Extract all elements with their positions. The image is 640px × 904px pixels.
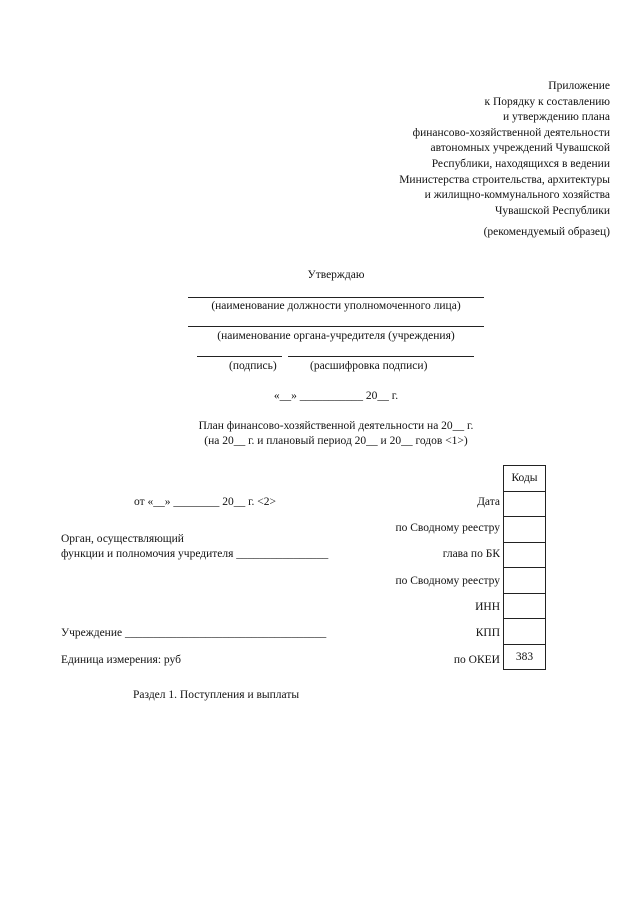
appendix-line: Министерства строительства, архитектуры (399, 173, 610, 186)
org-caption: (наименование органа-учредителя (учреждения) (217, 330, 455, 342)
code-cell-date[interactable] (504, 491, 546, 517)
section-title: Раздел 1. Поступления и выплаты (133, 689, 300, 701)
institution-field: Учреждение ___________________________________ (61, 627, 327, 639)
codes-table (503, 465, 546, 670)
label-consolidated-registry: по Сводному реестру (395, 575, 500, 587)
org-signature-line (188, 326, 484, 327)
appendix-line: к Порядку к составлению (484, 95, 610, 108)
position-caption: (наименование должности уполномоченного лица) (211, 300, 461, 312)
signature-line (197, 356, 282, 357)
code-cell-inn[interactable] (504, 593, 546, 619)
authority-field: функции и полномочия учредителя ________________ (61, 548, 329, 560)
appendix-line: и утверждению плана (503, 111, 610, 124)
position-signature-line (188, 297, 484, 298)
label-okei: по ОКЕИ (453, 654, 500, 666)
label-date: Дата (477, 496, 500, 508)
code-cell-budget-chapter[interactable] (504, 542, 546, 568)
appendix-line: автономных учреждений Чувашской (430, 142, 610, 155)
decoding-caption: (расшифровка подписи) (310, 360, 428, 372)
appendix-line: и жилищно-коммунального хозяйства (424, 189, 610, 202)
approval-title: Утверждаю (307, 269, 365, 281)
plan-date-field: от «__» ________ 20__ г. <2> (134, 496, 277, 508)
code-cell-kpp[interactable] (504, 619, 546, 645)
appendix-line: Республики, находящихся в ведении (431, 157, 610, 170)
signature-caption: (подпись) (229, 360, 277, 372)
label-inn: ИНН (475, 601, 500, 613)
sample-note: (рекомендуемый образец) (483, 226, 610, 238)
plan-title: План финансово-хозяйственной деятельности на 20__ г. (198, 420, 474, 432)
appendix-block (310, 79, 610, 219)
authority-label: Орган, осуществляющий (61, 533, 184, 545)
label-consolidated-registry: по Сводному реестру (395, 522, 500, 534)
plan-subtitle: (на 20__ г. и плановый период 20__ и 20__ годов <1>) (204, 435, 468, 447)
label-budget-chapter: глава по БК (442, 548, 500, 560)
appendix-line: Чувашской Республики (494, 204, 610, 217)
approval-date: «__» ___________ 20__ г. (273, 390, 399, 402)
unit-label: Единица измерения: руб (61, 654, 181, 666)
decoding-line (288, 356, 474, 357)
code-cell-registry[interactable] (504, 517, 546, 543)
label-kpp: КПП (475, 627, 500, 639)
code-cell-registry[interactable] (504, 568, 546, 594)
appendix-line: финансово-хозяйственной деятельности (412, 126, 610, 139)
appendix-line: Приложение (548, 80, 610, 92)
code-cell-okei[interactable]: 383 (504, 644, 546, 670)
codes-header: Коды (504, 466, 546, 492)
